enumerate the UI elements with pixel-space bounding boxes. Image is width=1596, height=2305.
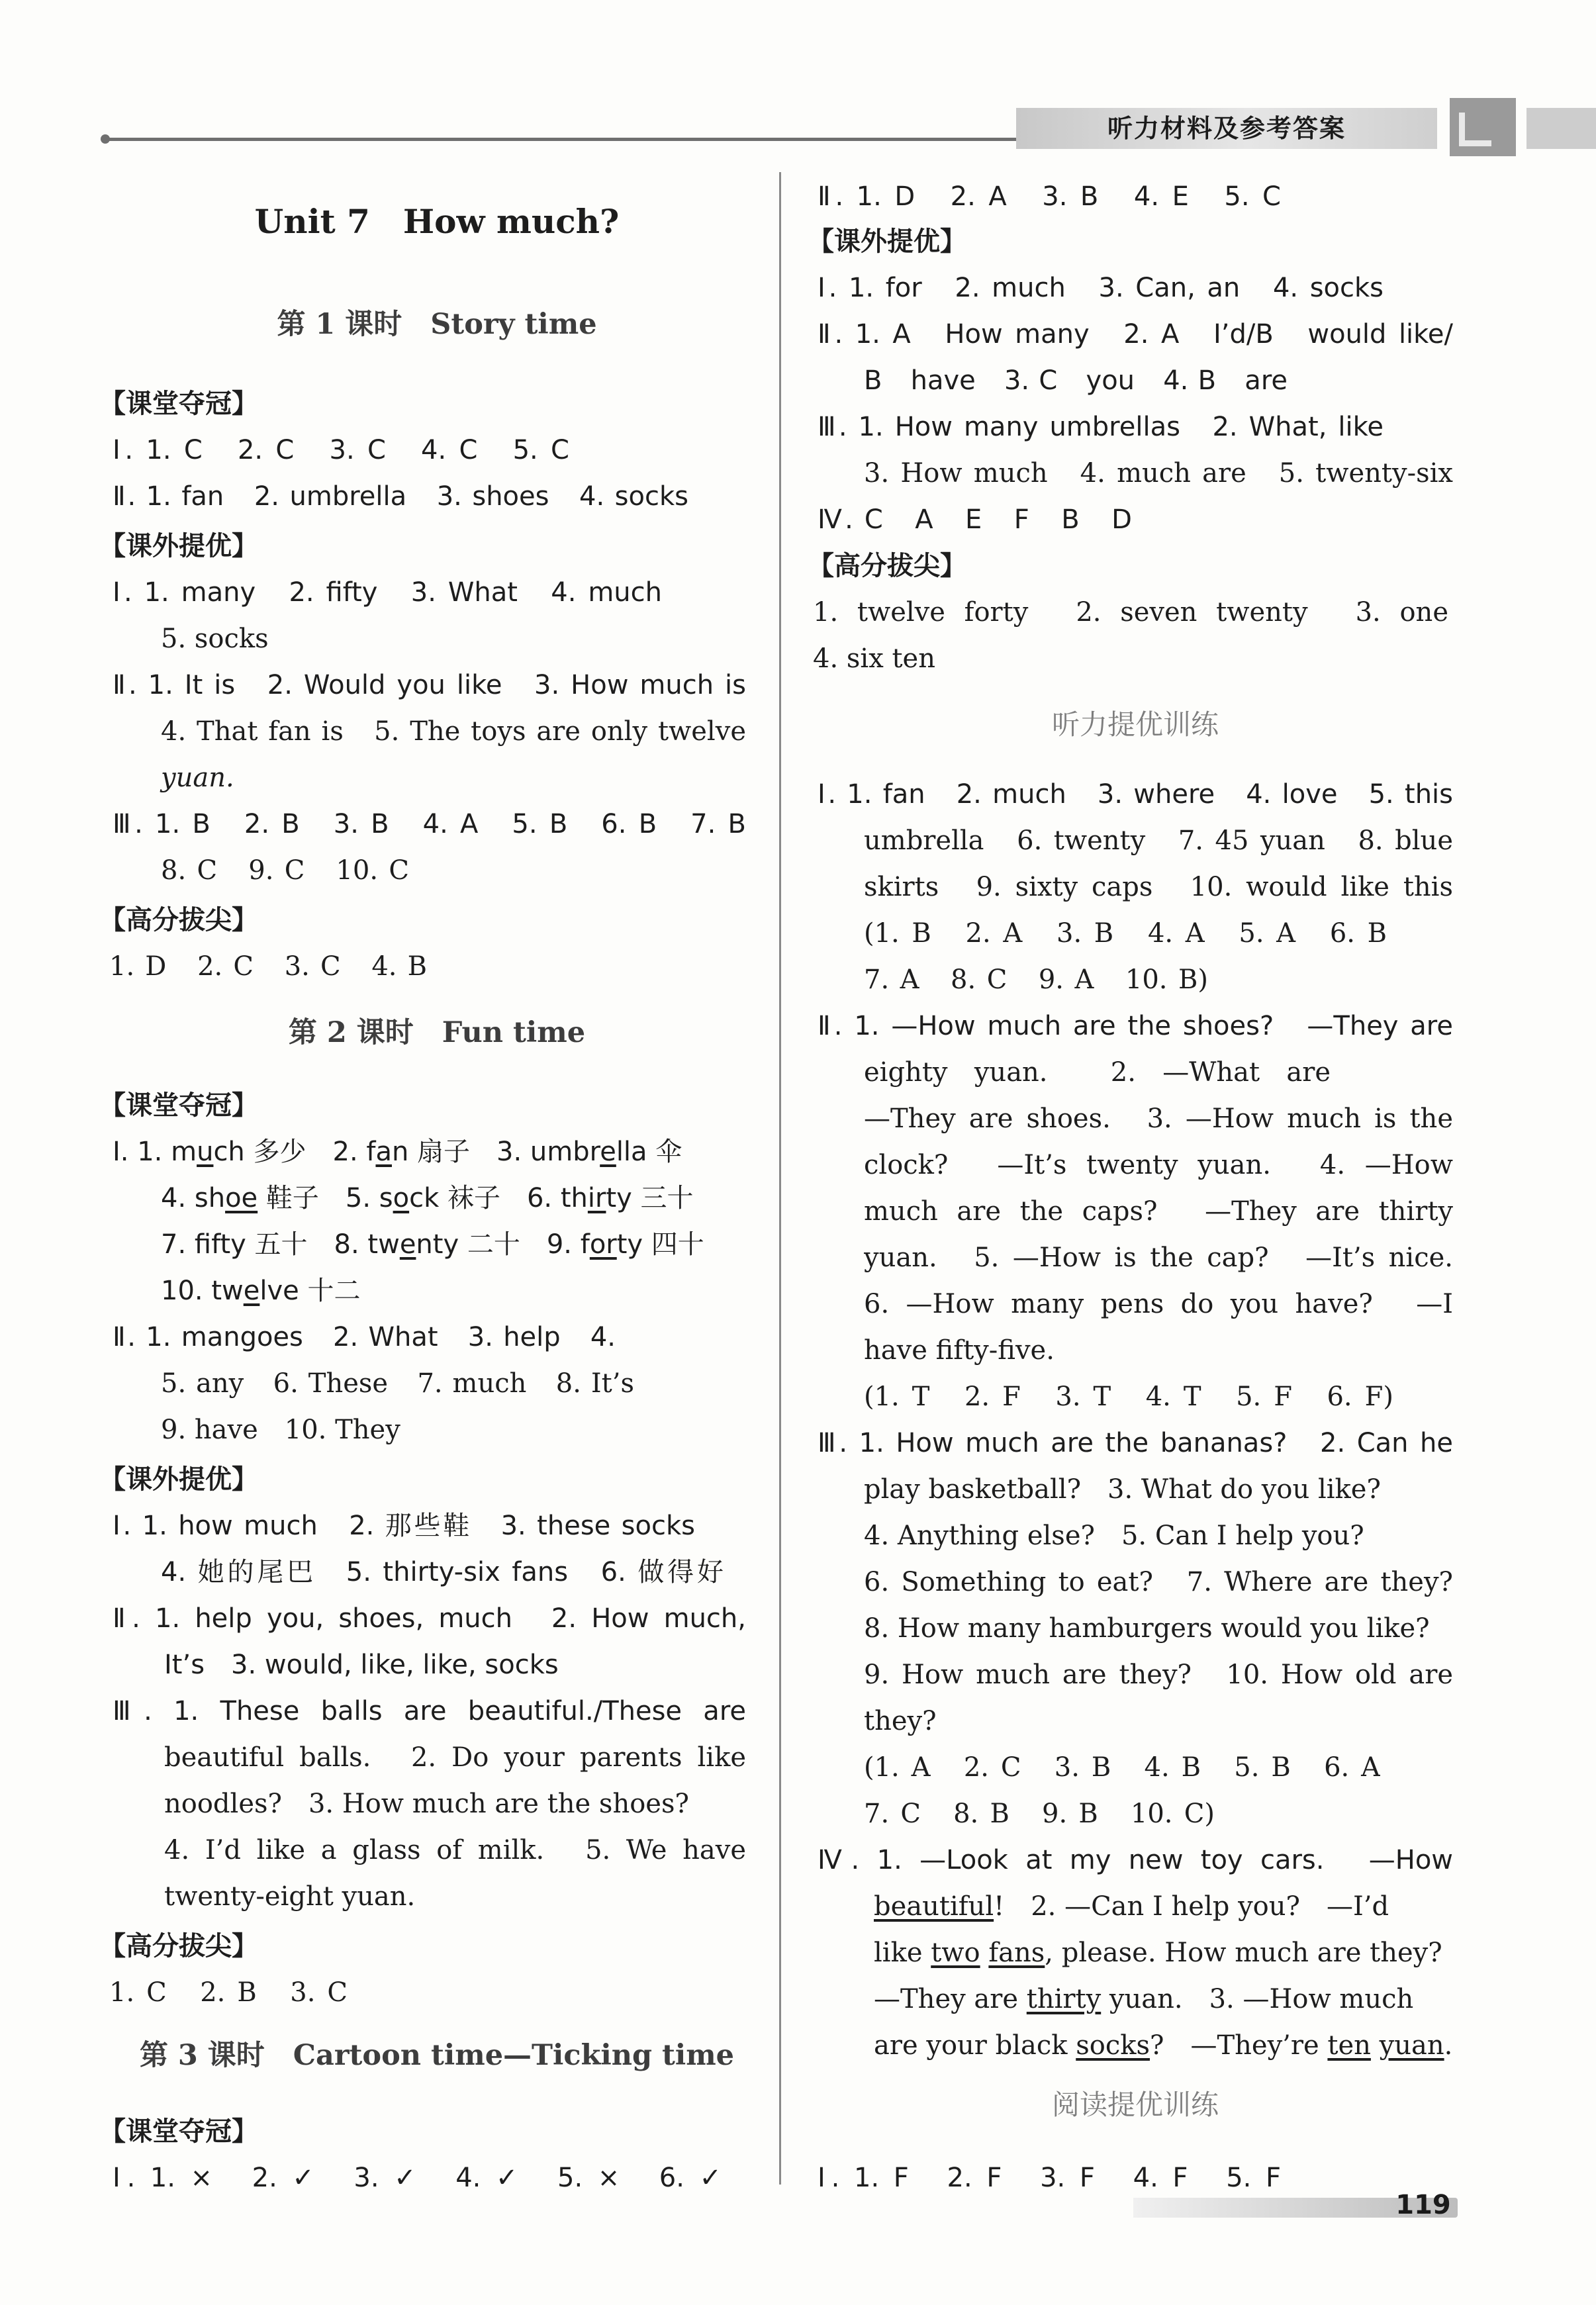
answer-line: are your black socks? —They’re ten yuan. [874,2030,1453,2061]
answer-line: Ⅳ. 1. —Look at my new toy cars. —How [818,1845,1453,1875]
answer-line: 4. Anything else? 5. Can I help you? [864,1521,1364,1551]
answer-line: Ⅰ. 1. for 2. much 3. Can, an 4. socks [818,273,1384,303]
answer-line: Ⅱ. 1. It is 2. Would you like 3. How much is [113,670,746,700]
header-logo-icon [1450,98,1516,156]
answer-line: 7. A 8. C 9. A 10. B) [864,964,1208,995]
answer-line: skirts 9. sixty caps 10. would like this [864,872,1453,902]
answer-line: 4. 她的尾巴 5. thirty-six fans 6. 做得好 [161,1557,724,1587]
answer-line: (1. T 2. F 3. T 4. T 5. F 6. F) [864,1382,1393,1412]
answer-line: 8. How many hamburgers would you like? [864,1613,1430,1644]
answer-line: yuan. 5. —How is the cap? —It’s nice. [864,1243,1453,1273]
answer-line: Ⅰ. 1. many 2. fifty 3. What 4. much [113,577,662,608]
column-divider [779,172,781,2185]
answer-line: Ⅲ. 1. B 2. B 3. B 4. A 5. B 6. B 7. B [113,809,746,839]
answer-line: Ⅲ. 1. How many umbrellas 2. What, like [818,412,1384,442]
answer-line: umbrella 6. twenty 7. 45 yuan 8. blue [864,825,1453,856]
answer-line: It’s 3. would, like, like, socks [164,1650,559,1680]
answer-line: Ⅱ. 1. mangoes 2. What 3. help 4. [113,1322,616,1352]
answer-line: 1. C 2. B 3. C [109,1977,348,2008]
unit-title: Unit 7 How much? [254,202,620,241]
answer-line: Ⅰ. 1. fan 2. much 3. where 4. love 5. this [818,779,1453,810]
header-rule [106,138,1019,141]
answer-line: 6. —How many pens do you have? —I [864,1289,1453,1319]
answer-line: 1. twelve forty 2. seven twenty 3. one [813,597,1448,628]
answer-line: 6. Something to eat? 7. Where are they? [864,1567,1453,1597]
section-tag: 【课堂夺冠】 [99,389,258,419]
answer-line: Ⅲ. 1. These balls are beautiful./These are [113,1696,746,1726]
answer-line: Ⅰ. 1. how much 2. 那些鞋 3. these socks [113,1511,695,1541]
answer-line: eighty yuan. 2. —What are [864,1057,1331,1088]
answer-line: 7. C 8. B 9. B 10. C) [864,1799,1215,1829]
section-tag: 【高分拔尖】 [99,905,258,935]
section-tag: 【高分拔尖】 [99,1931,258,1961]
answer-line: noodles? 3. How much are the shoes? [164,1789,689,1819]
answer-line: 10. twelve 十二 [161,1276,361,1306]
answer-line: 8. C 9. C 10. C [161,855,409,886]
answer-line: (1. A 2. C 3. B 4. B 5. B 6. A [864,1752,1380,1783]
answer-line: they? [864,1706,937,1736]
section-tag: 【课外提优】 [808,226,966,257]
answer-line: Ⅱ. 1. —How much are the shoes? —They are [818,1011,1453,1041]
section-tag: 【课外提优】 [99,531,258,561]
answer-line: clock? —It’s twenty yuan. 4. —How [864,1150,1453,1180]
answer-line: Ⅱ. 1. fan 2. umbrella 3. shoes 4. socks [113,481,688,512]
lesson-2-title: 第 2 课时 Fun time [288,1016,586,1049]
reading-section-title: 阅读提优训练 [1051,2089,1219,2121]
answer-line: beautiful balls. 2. Do your parents like [164,1742,746,1773]
answer-line: yuan. [161,763,234,793]
answer-line: 9. How much are they? 10. How old are [864,1660,1453,1690]
page-number: 119 [1395,2190,1451,2220]
answer-line: 4. six ten [813,643,935,674]
answer-line: Ⅱ. 1. A How many 2. A I’d/B would like/ [818,319,1453,350]
answer-line: B have 3. C you 4. B are [864,365,1288,396]
listening-section-title: 听力提优训练 [1051,708,1219,741]
lesson-1-title: 第 1 课时 Story time [277,308,597,341]
answer-line: 4. shoe 鞋子 5. sock 袜子 6. thirty 三十 [161,1183,694,1213]
section-tag: 【课堂夺冠】 [99,1090,258,1121]
answer-line: Ⅰ. 1. C 2. C 3. C 4. C 5. C [113,435,569,465]
answer-line: Ⅱ. 1. D 2. A 3. B 4. E 5. C [818,181,1281,212]
answer-line: —They are shoes. 3. —How much is the [864,1104,1453,1134]
answer-line: —They are thirty yuan. 3. —How much [874,1984,1414,2014]
section-tag: 【课外提优】 [99,1464,258,1495]
answer-line: Ⅰ. 1. much 多少 2. fan 扇子 3. umbrella 伞 [113,1137,682,1167]
answer-line: 7. ffty 五十 8. twenty 二十 9. forty 四十 [161,1229,704,1260]
answer-line: 1. D 2. C 3. C 4. B [109,951,427,982]
answer-line: much are the caps? —They are thirty [864,1196,1453,1227]
lesson-3-title: 第 3 课时 Cartoon time—Ticking time [139,2039,735,2072]
answer-line: Ⅲ. 1. How much are the bananas? 2. Can he [818,1428,1453,1458]
answer-line: 9. have 10. They [161,1415,400,1445]
answer-line: play basketball? 3. What do you like? [864,1474,1381,1505]
answer-line: (1. B 2. A 3. B 4. A 5. A 6. B [864,918,1387,949]
answer-line: have fifty-five. [864,1335,1055,1366]
answer-line: beautiful! 2. —Can I help you? —I’d [874,1891,1389,1922]
answer-line: like two fans, please. How much are they? [874,1938,1442,1968]
answer-line: 4. I’d like a glass of milk. 5. We have [164,1835,746,1865]
answer-line: Ⅰ. 1. × 2. ✓ 3. ✓ 4. ✓ 5. × 6. ✓ [113,2163,722,2193]
header-title: 听力材料及参考答案 [1107,114,1346,143]
answer-line: Ⅰ. 1. F 2. F 3. F 4. F 5. F [818,2163,1281,2193]
section-tag: 【课堂夺冠】 [99,2116,258,2147]
answer-line: twenty-eight yuan. [164,1881,416,1912]
answer-line: 5. socks [161,624,269,654]
answer-line: 4. That fan is 5. The toys are only twelve [161,716,746,747]
header-band-tail [1526,108,1596,149]
answer-line: Ⅳ. C A E F B D [818,504,1132,535]
answer-line: Ⅱ. 1. help you, shoes, much 2. How much, [113,1603,746,1634]
answer-line: 3. How much 4. much are 5. twenty-six [864,458,1453,489]
section-tag: 【高分拔尖】 [808,551,966,581]
answer-line: 5. any 6. These 7. much 8. It’s [161,1368,634,1399]
